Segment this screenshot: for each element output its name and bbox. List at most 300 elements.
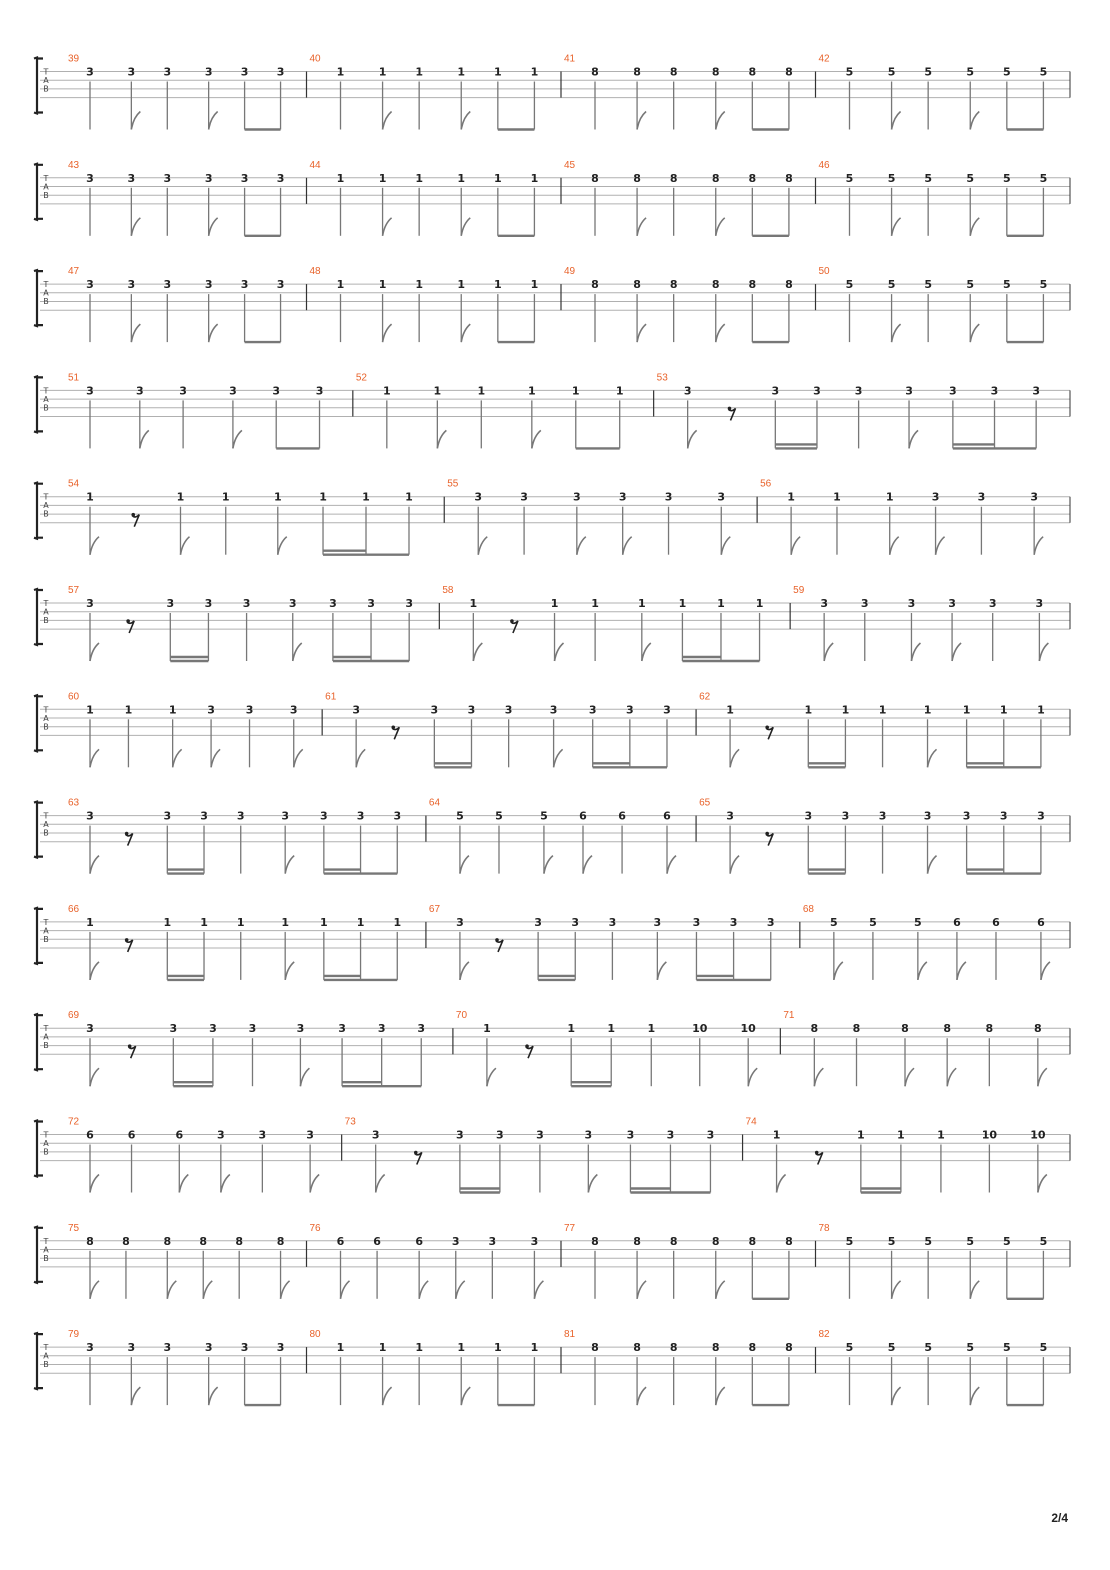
- measure: [307, 54, 539, 130]
- fret-number: 3: [530, 1234, 539, 1248]
- eighth-flag: [544, 856, 553, 874]
- eighth-flag: [461, 324, 470, 342]
- fret-number: 3: [717, 490, 726, 504]
- fret-number: 3: [276, 1341, 285, 1355]
- fret-number: 3: [536, 1128, 544, 1142]
- eighth-rest-dot: [126, 619, 130, 623]
- system-bracket: [34, 589, 43, 645]
- eighth-flag: [637, 1281, 646, 1299]
- fret-number: 3: [474, 490, 483, 504]
- fret-number: 1: [647, 1022, 656, 1036]
- eighth-flag: [952, 643, 961, 661]
- eighth-flag: [233, 430, 242, 448]
- fret-number: 5: [1002, 65, 1011, 79]
- fret-number: 3: [804, 809, 813, 823]
- eighth-rest-dot: [815, 1151, 819, 1155]
- eighth-rest: [728, 408, 735, 420]
- fret-number: 3: [626, 1128, 635, 1142]
- measure: [439, 585, 763, 661]
- eighth-flag: [90, 643, 99, 661]
- fret-number: 3: [236, 809, 245, 823]
- eighth-flag: [748, 1068, 757, 1086]
- eighth-flag: [203, 1281, 212, 1299]
- fret-number: 3: [204, 278, 213, 292]
- fret-number: 1: [483, 1022, 491, 1036]
- fret-number: 1: [86, 703, 94, 717]
- fret-number: 3: [854, 384, 863, 398]
- eighth-flag: [970, 218, 979, 236]
- fret-number: 3: [163, 1341, 172, 1355]
- fret-number: 1: [493, 278, 502, 292]
- measure-number: 72: [68, 1116, 80, 1128]
- eighth-flag: [1038, 1175, 1047, 1193]
- eighth-flag: [890, 537, 899, 555]
- fret-number: 5: [1002, 1341, 1011, 1355]
- eighth-flag: [456, 1281, 465, 1299]
- fret-number: 1: [493, 171, 502, 185]
- tab-clef-letter: A: [43, 1032, 49, 1042]
- measure: [342, 1117, 715, 1193]
- eighth-flag: [90, 962, 99, 980]
- eighth-flag: [716, 1281, 725, 1299]
- fret-number: 3: [1032, 384, 1040, 398]
- measure: [816, 1329, 1048, 1405]
- fret-number: 6: [175, 1128, 184, 1142]
- fret-number: 8: [711, 278, 720, 292]
- eighth-rest: [129, 1046, 136, 1058]
- eighth-flag: [814, 1068, 823, 1086]
- fret-number: 3: [86, 1341, 94, 1355]
- fret-number: 3: [204, 597, 213, 610]
- fret-number: 6: [127, 1128, 136, 1142]
- measure: [654, 372, 1040, 448]
- eighth-flag: [376, 1175, 385, 1193]
- system-bracket: [34, 270, 43, 326]
- measure: [68, 798, 401, 874]
- measure-number: 71: [783, 1010, 795, 1022]
- eighth-flag: [209, 218, 218, 236]
- eighth-flag: [730, 749, 739, 767]
- fret-number: 3: [86, 597, 94, 610]
- eighth-flag: [970, 112, 979, 130]
- fret-number: 1: [530, 65, 539, 79]
- eighth-flag: [588, 1175, 597, 1193]
- fret-number: 1: [999, 703, 1008, 717]
- fret-number: 10: [981, 1128, 998, 1142]
- fret-number: 3: [584, 1128, 593, 1142]
- fret-number: 3: [86, 65, 94, 79]
- eighth-rest-dot: [125, 938, 129, 942]
- measure-number: 56: [760, 478, 772, 490]
- fret-number: 6: [1037, 915, 1045, 929]
- tab-system: [34, 798, 1070, 874]
- fret-number: 1: [86, 915, 94, 929]
- fret-number: 1: [200, 915, 208, 929]
- fret-number: 5: [830, 915, 838, 929]
- eighth-flag: [310, 1175, 319, 1193]
- fret-number: 1: [571, 384, 580, 398]
- system-bracket: [34, 1121, 43, 1177]
- fret-number: 3: [618, 490, 627, 504]
- measure: [426, 798, 676, 874]
- eighth-flag: [637, 112, 646, 130]
- eighth-flag: [211, 749, 220, 767]
- eighth-flag: [554, 749, 563, 767]
- fret-number: 8: [901, 1022, 909, 1036]
- fret-number: 10: [692, 1022, 708, 1036]
- measure: [353, 372, 624, 448]
- eighth-flag: [970, 1281, 979, 1299]
- fret-number: 3: [371, 1128, 380, 1142]
- fret-number: 3: [999, 809, 1008, 823]
- eighth-flag: [209, 112, 218, 130]
- tab-system: [34, 1010, 1070, 1086]
- fret-number: 3: [306, 1128, 314, 1142]
- fret-number: 3: [338, 1022, 346, 1036]
- fret-number: 8: [591, 171, 599, 185]
- eighth-flag: [928, 856, 937, 874]
- measure: [696, 691, 1045, 767]
- eighth-rest-dot: [728, 407, 732, 411]
- eighth-rest-dot: [510, 619, 514, 623]
- fret-number: 1: [336, 278, 345, 292]
- measure: [307, 1223, 544, 1299]
- fret-number: 3: [729, 915, 738, 929]
- eighth-rest: [415, 1153, 422, 1165]
- eighth-flag: [90, 537, 99, 555]
- tab-clef-letter: B: [43, 190, 49, 200]
- eighth-rest: [526, 1046, 533, 1058]
- measure: [816, 160, 1048, 236]
- fret-number: 3: [692, 915, 701, 929]
- fret-number: 5: [1002, 1234, 1011, 1248]
- fret-number: 1: [615, 384, 624, 398]
- fret-number: 1: [637, 597, 646, 610]
- fret-number: 3: [272, 384, 281, 398]
- tab-clef-letter: T: [43, 917, 49, 927]
- measure: [426, 904, 775, 980]
- measure: [68, 160, 284, 236]
- fret-number: 6: [992, 915, 1000, 929]
- fret-number: 3: [229, 384, 237, 398]
- measure-number: 49: [564, 266, 576, 278]
- measure: [561, 1223, 793, 1299]
- eighth-flag: [460, 856, 469, 874]
- fret-number: 3: [1035, 597, 1044, 610]
- fret-number: 3: [907, 597, 916, 610]
- fret-number: 3: [467, 703, 476, 717]
- fret-number: 5: [456, 809, 464, 823]
- fret-number: 8: [633, 1341, 641, 1355]
- measure: [307, 266, 539, 342]
- measure: [561, 54, 793, 130]
- fret-number: 8: [669, 171, 678, 185]
- fret-number: 1: [567, 1022, 576, 1036]
- measure: [322, 691, 671, 767]
- fret-number: 3: [179, 384, 187, 398]
- tab-clef-letter: T: [43, 1024, 49, 1034]
- fret-number: 3: [86, 1022, 94, 1036]
- measure-number: 63: [68, 797, 80, 809]
- eighth-flag: [892, 218, 901, 236]
- measure-number: 53: [656, 372, 668, 384]
- measure-number: 44: [309, 159, 321, 171]
- fret-number: 3: [706, 1128, 715, 1142]
- fret-number: 3: [977, 490, 986, 504]
- eighth-flag: [383, 112, 392, 130]
- eighth-rest-dot: [765, 832, 769, 836]
- fret-number: 3: [571, 915, 580, 929]
- eighth-rest: [132, 515, 139, 527]
- eighth-flag: [577, 537, 586, 555]
- tab-system: [34, 160, 1070, 236]
- measure: [757, 479, 1043, 555]
- fret-number: 3: [207, 703, 215, 717]
- fret-number: 1: [433, 384, 442, 398]
- tab-clef-letter: A: [43, 501, 49, 511]
- eighth-rest-dot: [131, 513, 135, 517]
- fret-number: 1: [273, 490, 282, 504]
- fret-number: 6: [618, 809, 626, 823]
- fret-number: 3: [163, 171, 172, 185]
- eighth-flag: [221, 1175, 230, 1193]
- tab-system: [34, 266, 1070, 342]
- fret-number: 8: [985, 1022, 994, 1036]
- fret-number: 1: [1037, 703, 1045, 717]
- fret-number: 10: [1030, 1128, 1046, 1142]
- tab-clef-letter: T: [43, 705, 49, 715]
- fret-number: 3: [352, 703, 360, 717]
- measure: [561, 1329, 793, 1405]
- system-bracket: [34, 908, 43, 964]
- fret-number: 8: [852, 1022, 861, 1036]
- fret-number: 1: [176, 490, 185, 504]
- tab-clef-letter: A: [43, 607, 49, 617]
- fret-number: 3: [86, 384, 94, 398]
- measure: [68, 691, 303, 767]
- measure-number: 45: [564, 159, 576, 171]
- fret-number: 3: [923, 809, 932, 823]
- fret-number: 3: [820, 597, 828, 610]
- fret-number: 3: [949, 384, 957, 398]
- tab-clef-letter: T: [43, 599, 49, 608]
- tab-clef-letter: A: [43, 1351, 49, 1361]
- eighth-flag: [383, 324, 392, 342]
- fret-number: 8: [711, 1341, 720, 1355]
- eighth-flag: [1038, 1068, 1047, 1086]
- fret-number: 3: [393, 809, 402, 823]
- system-bracket: [34, 483, 43, 539]
- tab-system: [34, 54, 1070, 130]
- measure: [780, 1010, 1046, 1086]
- fret-number: 3: [163, 809, 172, 823]
- fret-number: 1: [415, 65, 423, 79]
- eighth-rest-dot: [391, 726, 395, 730]
- fret-number: 3: [240, 171, 249, 185]
- eighth-flag: [957, 962, 966, 980]
- eighth-flag: [928, 749, 937, 767]
- measure-number: 67: [428, 903, 441, 915]
- fret-number: 3: [240, 1341, 249, 1355]
- fret-number: 8: [785, 1234, 793, 1248]
- fret-number: 3: [931, 490, 940, 504]
- tab-clef-letter: B: [43, 934, 49, 944]
- eighth-flag: [285, 962, 294, 980]
- fret-number: 1: [477, 384, 486, 398]
- fret-number: 8: [748, 171, 757, 185]
- fret-number: 8: [633, 278, 641, 292]
- fret-number: 1: [678, 597, 687, 610]
- fret-number: 1: [591, 597, 599, 610]
- fret-number: 3: [860, 597, 869, 610]
- eighth-flag: [1034, 537, 1043, 555]
- eighth-flag: [487, 1068, 496, 1086]
- fret-number: 8: [1034, 1022, 1042, 1036]
- fret-number: 3: [520, 490, 528, 504]
- fret-number: 3: [988, 597, 997, 610]
- fret-number: 3: [948, 597, 956, 610]
- eighth-flag: [90, 749, 99, 767]
- measure: [696, 798, 1045, 874]
- fret-number: 3: [240, 65, 249, 79]
- measure-number: 48: [309, 266, 321, 278]
- measure-number: 46: [818, 159, 830, 171]
- measure-number: 69: [68, 1010, 80, 1022]
- eighth-flag: [278, 537, 287, 555]
- measure-number: 51: [68, 372, 80, 384]
- fret-number: 8: [591, 278, 599, 292]
- measure-number: 77: [564, 1222, 576, 1234]
- eighth-flag: [281, 1281, 290, 1299]
- eighth-flag: [721, 537, 730, 555]
- measure: [307, 160, 539, 236]
- fret-number: 5: [966, 1341, 975, 1355]
- fret-number: 3: [683, 384, 692, 398]
- fret-number: 1: [457, 65, 466, 79]
- tab-clef-letter: B: [43, 509, 49, 519]
- tab-clef-letter: B: [43, 1147, 49, 1157]
- fret-number: 1: [530, 1341, 539, 1355]
- eighth-flag: [1039, 643, 1048, 661]
- fret-number: 1: [86, 490, 94, 504]
- fret-number: 6: [579, 809, 587, 823]
- fret-number: 3: [127, 278, 136, 292]
- eighth-flag: [90, 1175, 99, 1193]
- eighth-flag: [834, 962, 843, 980]
- fret-number: 8: [785, 65, 793, 79]
- eighth-flag: [623, 537, 632, 555]
- fret-number: 3: [666, 1128, 675, 1142]
- fret-number: 1: [415, 171, 423, 185]
- measure-number: 61: [325, 691, 337, 703]
- system-bracket: [34, 1014, 43, 1070]
- eighth-flag: [911, 643, 920, 661]
- measure-number: 59: [793, 585, 805, 596]
- fret-number: 1: [281, 915, 290, 929]
- tab-clef-letter: A: [43, 1245, 49, 1255]
- fret-number: 5: [869, 915, 877, 929]
- fret-number: 8: [711, 65, 720, 79]
- measure: [561, 160, 793, 236]
- fret-number: 1: [804, 703, 813, 717]
- fret-number: 8: [235, 1234, 244, 1248]
- eighth-flag: [461, 218, 470, 236]
- eighth-flag: [131, 1387, 140, 1405]
- measure: [800, 904, 1050, 980]
- measure: [68, 266, 284, 342]
- fret-number: 1: [607, 1022, 616, 1036]
- eighth-flag: [791, 537, 800, 555]
- system-bracket: [34, 164, 43, 220]
- fret-number: 8: [943, 1022, 951, 1036]
- eighth-flag: [383, 218, 392, 236]
- fret-number: 5: [966, 171, 975, 185]
- fret-number: 5: [1039, 1341, 1048, 1355]
- eighth-rest: [766, 834, 773, 846]
- measure-number: 62: [699, 691, 711, 703]
- fret-number: 1: [772, 1128, 781, 1142]
- fret-number: 5: [914, 915, 922, 929]
- measure-number: 76: [309, 1222, 321, 1234]
- fret-number: 5: [540, 809, 548, 823]
- measure: [68, 1329, 284, 1405]
- fret-number: 1: [393, 915, 402, 929]
- eighth-flag: [716, 1387, 725, 1405]
- fret-number: 8: [785, 278, 793, 292]
- fret-number: 1: [382, 384, 391, 398]
- measure-number: 81: [564, 1329, 576, 1341]
- eighth-flag: [140, 430, 149, 448]
- fret-number: 5: [924, 1234, 932, 1248]
- tab-system: [34, 1223, 1070, 1299]
- fret-number: 3: [405, 597, 414, 610]
- eighth-rest-dot: [525, 1044, 529, 1048]
- tab-clef-letter: B: [43, 722, 49, 732]
- tab-clef-letter: T: [43, 811, 49, 821]
- fret-number: 3: [315, 384, 324, 398]
- fret-number: 3: [496, 1128, 504, 1142]
- fret-number: 1: [319, 490, 327, 504]
- eighth-flag: [173, 749, 182, 767]
- system-bracket: [34, 58, 43, 114]
- fret-number: 1: [336, 171, 345, 185]
- fret-number: 1: [787, 490, 795, 504]
- fret-number: 3: [726, 809, 734, 823]
- eighth-flag: [637, 324, 646, 342]
- fret-number: 1: [378, 171, 387, 185]
- fret-number: 6: [415, 1234, 423, 1248]
- fret-number: 3: [204, 171, 213, 185]
- fret-number: 3: [135, 384, 144, 398]
- measure-number: 68: [802, 903, 814, 915]
- eighth-flag: [131, 324, 140, 342]
- fret-number: 5: [845, 171, 854, 185]
- eighth-flag: [970, 324, 979, 342]
- fret-number: 3: [289, 703, 298, 717]
- eighth-flag: [300, 1068, 309, 1086]
- fret-number: 1: [755, 597, 764, 610]
- fret-number: 1: [336, 65, 345, 79]
- tab-clef-letter: B: [43, 1041, 49, 1051]
- fret-number: 3: [962, 809, 971, 823]
- fret-number: 8: [122, 1234, 130, 1248]
- fret-number: 3: [813, 384, 821, 398]
- fret-number: 5: [1039, 65, 1048, 79]
- fret-number: 3: [320, 809, 328, 823]
- fret-number: 3: [608, 915, 617, 929]
- system-bracket: [34, 1227, 43, 1283]
- tab-clef-letter: T: [43, 1343, 49, 1353]
